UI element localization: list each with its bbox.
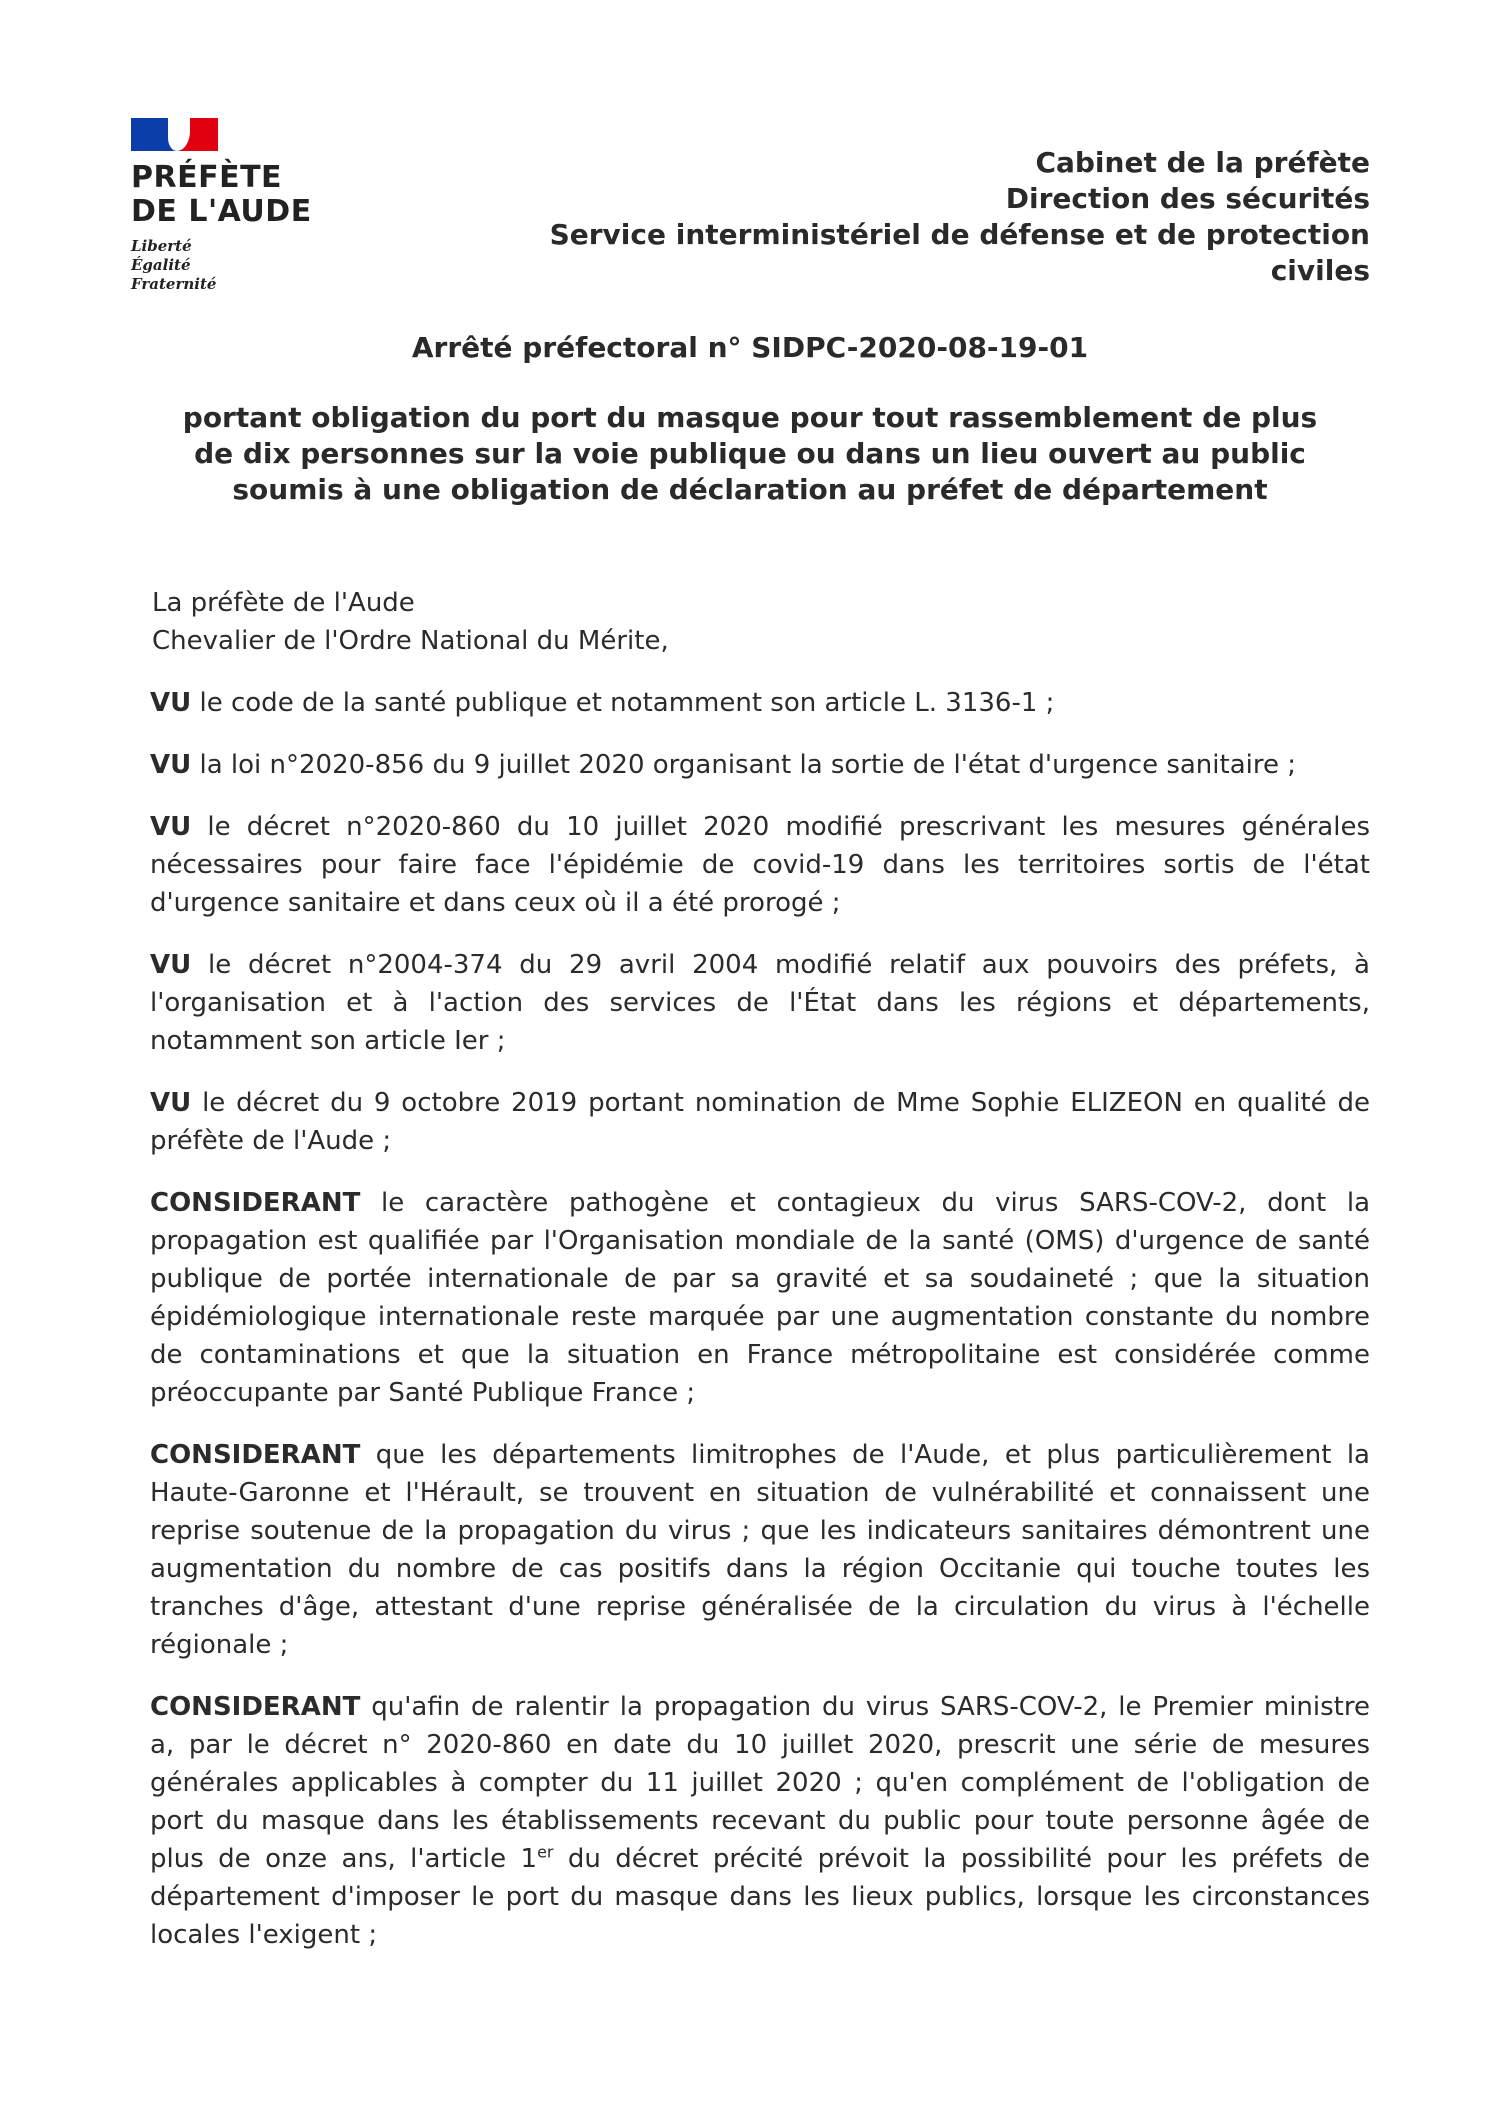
superscript-er: er: [537, 1842, 554, 1862]
motto-fraternite: Fraternité: [131, 275, 217, 293]
visa-paragraph: [150, 684, 1370, 722]
visa-paragraph: [150, 946, 1370, 1060]
visa-paragraph: [150, 746, 1370, 784]
paragraph-keyword: CONSIDERANT: [150, 1692, 361, 1722]
paragraph-keyword: VU: [150, 812, 192, 842]
logo-title: [131, 161, 331, 229]
paragraph-keyword: CONSIDERANT: [150, 1440, 361, 1470]
paragraph-text: que les départements limitrophes de l'Aude, et plus particulièrement la Haute-Garonne et l'Hérault, se trouvent en situation de vulnérabilité et connaissent une reprise soutenue de la propagation du virus ; que les indicateurs sanitaires démontrent une augmentation du nombre de cas positifs dans la région Occitanie qui touche toutes les tranches d'âge, attestant d'une reprise généralisée de la circulation du virus à l'échelle régionale ;: [150, 1440, 1370, 1660]
paragraph-text: la loi n°2020-856 du 9 juillet 2020 organisant la sortie de l'état d'urgence sanitaire ;: [191, 750, 1296, 780]
paragraph-keyword: CONSIDERANT: [150, 1188, 361, 1218]
motto-egalite: Égalité: [131, 256, 191, 274]
service-sidpc: Service interministériel de défense et de protection civiles: [549, 218, 1370, 287]
paragraph-keyword: VU: [150, 750, 192, 780]
logo-title-line1: PRÉFÈTE: [131, 160, 283, 195]
considerant-paragraph: [150, 1184, 1370, 1412]
paragraph-keyword: VU: [150, 688, 192, 718]
paragraph-text: le décret du 9 octobre 2019 portant nomination de Mme Sophie ELIZEON en qualité de préfète de l'Aude ;: [150, 1088, 1370, 1156]
signatory-line1: La préfète de l'Aude: [152, 588, 415, 618]
marianne-flag-icon: [131, 118, 218, 151]
arrete-number: Arrêté préfectoral n° SIDPC-2020-08-19-01: [411, 331, 1089, 364]
issuing-services: [470, 145, 1370, 289]
paragraph-keyword: VU: [150, 950, 192, 980]
service-direction: Direction des sécurités: [1005, 182, 1370, 215]
considerant-paragraph: [150, 1436, 1370, 1664]
motto: [131, 237, 331, 294]
arrete-title: portant obligation du port du masque pour tout rassemblement de plus de dix personnes sur la voie publique ou dans un lieu ouvert au public soumis à une obligation de déclaration au préfet de département: [182, 401, 1318, 506]
considerant-paragraph: [150, 1688, 1370, 1954]
paragraph-keyword: VU: [150, 1088, 192, 1118]
paragraph-text: le décret n°2020-860 du 10 juillet 2020 modifié prescrivant les mesures générales nécessaires pour faire face l'épidémie de covid-19 dans les territoires sortis de l'état d'urgence sanitaire et dans ceux où il a été prorogé ;: [150, 812, 1370, 918]
motto-liberte: Liberté: [131, 237, 192, 255]
signatory-intro: [152, 584, 1370, 660]
visa-paragraph: [150, 808, 1370, 922]
paragraph-text: le code de la santé publique et notamment son article L. 3136-1 ;: [191, 688, 1055, 718]
prefecture-logo: [131, 118, 331, 294]
document-body: [150, 584, 1370, 1954]
paragraph-text: le caractère pathogène et contagieux du virus SARS-COV-2, dont la propagation est qualifiée par l'Organisation mondiale de la santé (OMS) d'urgence de santé publique de portée internationale de par sa gravité et sa soudaineté ; que la situation épidémiologique internationale reste marquée par une augmentation constante du nombre de contaminations et que la situation en France métropolitaine est considérée comme préoccupante par Santé Publique France ;: [150, 1188, 1370, 1408]
service-cabinet: Cabinet de la préfète: [1035, 146, 1370, 179]
signatory-line2: Chevalier de l'Ordre National du Mérite,: [152, 626, 669, 656]
logo-title-line2: DE L'AUDE: [131, 194, 312, 229]
visa-paragraph: [150, 1084, 1370, 1160]
paragraph-text-after: du décret précité prévoit la possibilité pour les préfets de département d'imposer le port du masque dans les lieux publics, lorsque les circonstances locales l'exigent ;: [150, 1844, 1370, 1950]
paragraph-text: le décret n°2004-374 du 29 avril 2004 modifié relatif aux pouvoirs des préfets, à l'organisation et à l'action des services de l'État dans les régions et départements, notamment son article Ier ;: [150, 950, 1370, 1056]
paragraph-text: qu'afin de ralentir la propagation du virus SARS-COV-2, le Premier ministre a, par le décret n° 2020-860 en date du 10 juillet 2020, prescrit une série de mesures générales applicables à compter du 11 juillet 2020 ; qu'en complément de l'obligation de port du masque dans les établissements recevant du public pour toute personne âgée de plus de onze ans, l'article 1: [150, 1692, 1370, 1874]
